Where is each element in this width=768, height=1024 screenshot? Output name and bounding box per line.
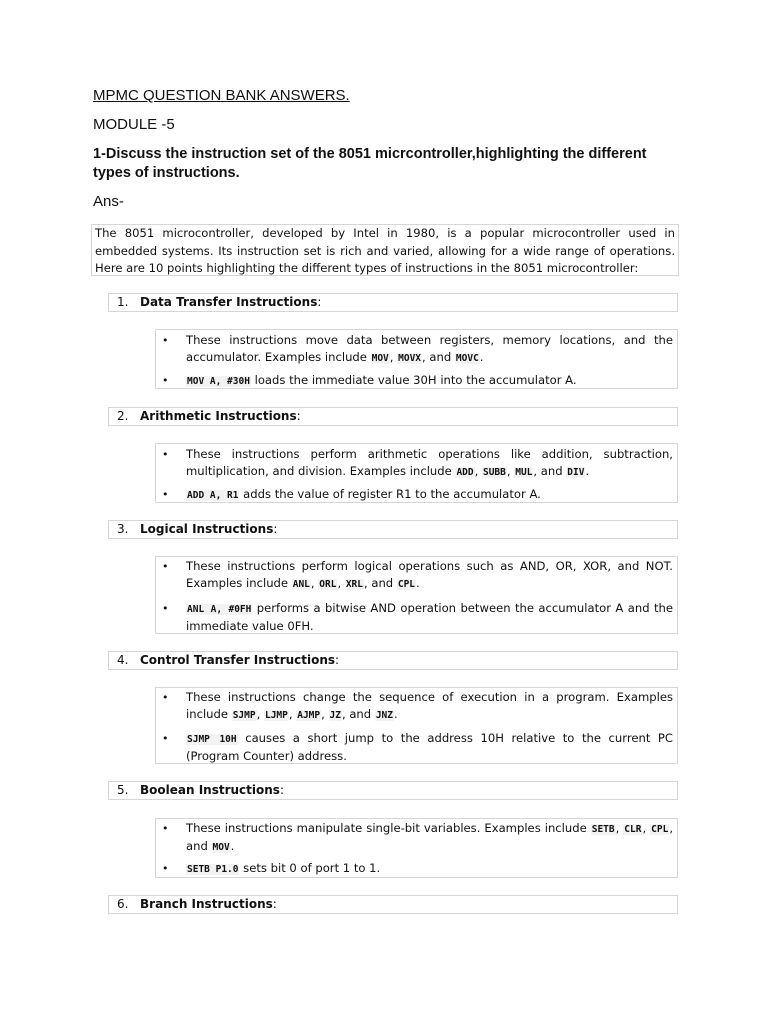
document-title: MPMC QUESTION BANK ANSWERS.	[93, 87, 350, 104]
bullet-text: ADD A, R1 adds the value of register R1 to the accumulator A.	[187, 487, 541, 501]
bullet-icon: •	[162, 732, 169, 745]
bullet-icon: •	[162, 334, 169, 347]
bullet-icon: •	[162, 448, 169, 461]
section-heading-6	[108, 895, 678, 914]
section-heading-3	[108, 520, 678, 539]
section-title: Control Transfer Instructions:	[140, 653, 340, 667]
section-title: Data Transfer Instructions:	[140, 295, 322, 309]
intro-paragraph: The 8051 microcontroller, developed by Intel in 1980, is a popular microcontroller used in embedded systems. Its instruction set is rich and varied, allowing for a wide range of operations. Here are 10 points highlighting the different types of instructions in the 8051 microcontroller:	[91, 224, 679, 276]
section-number: 5.	[117, 783, 129, 797]
bullet-icon: •	[162, 862, 169, 875]
section-number: 3.	[117, 522, 129, 536]
section-bullets-4	[155, 687, 678, 764]
bullet-icon: •	[162, 602, 169, 615]
bullet-text: MOV A, #30H loads the immediate value 30H into the accumulator A.	[187, 373, 577, 387]
section-bullets-2	[155, 443, 678, 503]
bullet-icon: •	[162, 691, 169, 704]
section-bullets-3	[155, 556, 678, 634]
section-title: Arithmetic Instructions:	[140, 409, 301, 423]
section-title: Boolean Instructions:	[140, 783, 284, 797]
section-heading-5	[108, 781, 678, 800]
section-number: 2.	[117, 409, 129, 423]
question-heading: 1-Discuss the instruction set of the 8051 micrcontroller,highlighting the different types of instructions.	[93, 146, 647, 181]
module-label: MODULE -5	[93, 116, 175, 133]
bullet-text: ANL A, #0FH performs a bitwise AND operation between the accumulator A and the immediate value 0FH.	[186, 601, 673, 634]
bullet-icon: •	[162, 822, 169, 835]
section-bullets-5	[155, 818, 678, 878]
section-number: 4.	[117, 653, 129, 667]
bullet-text: These instructions change the sequence of execution in a program. Examples include SJMP, LJMP, AJMP, JZ, and JNZ.	[186, 690, 673, 722]
bullet-text: These instructions move data between registers, memory locations, and the accumulator. Examples include MOV, MOVX, and MOVC.	[186, 333, 673, 365]
bullet-text: SETB P1.0 sets bit 0 of port 1 to 1.	[187, 861, 381, 875]
section-heading-1	[108, 293, 678, 312]
section-title: Branch Instructions:	[140, 897, 277, 911]
section-number: 1.	[117, 295, 129, 309]
bullet-icon: •	[162, 374, 169, 387]
section-title: Logical Instructions:	[140, 522, 278, 536]
bullet-icon: •	[162, 488, 169, 501]
bullet-text: These instructions perform arithmetic operations like addition, subtraction, multiplication, and division. Examples include ADD, SUBB, MUL, and DIV.	[186, 447, 673, 479]
section-heading-4	[108, 651, 678, 670]
section-number: 6.	[117, 897, 129, 911]
section-heading-2	[108, 407, 678, 426]
answer-label: Ans-	[93, 193, 124, 210]
bullet-text: These instructions manipulate single-bit variables. Examples include SETB, CLR, CPL, and MOV.	[186, 821, 674, 854]
bullet-icon: •	[162, 560, 169, 573]
bullet-text: SJMP 10H causes a short jump to the address 10H relative to the current PC (Program Counter) address.	[186, 731, 674, 764]
bullet-text: These instructions perform logical operations such as AND, OR, XOR, and NOT. Examples include ANL, ORL, XRL, and CPL.	[186, 559, 673, 591]
section-bullets-1	[155, 329, 678, 389]
